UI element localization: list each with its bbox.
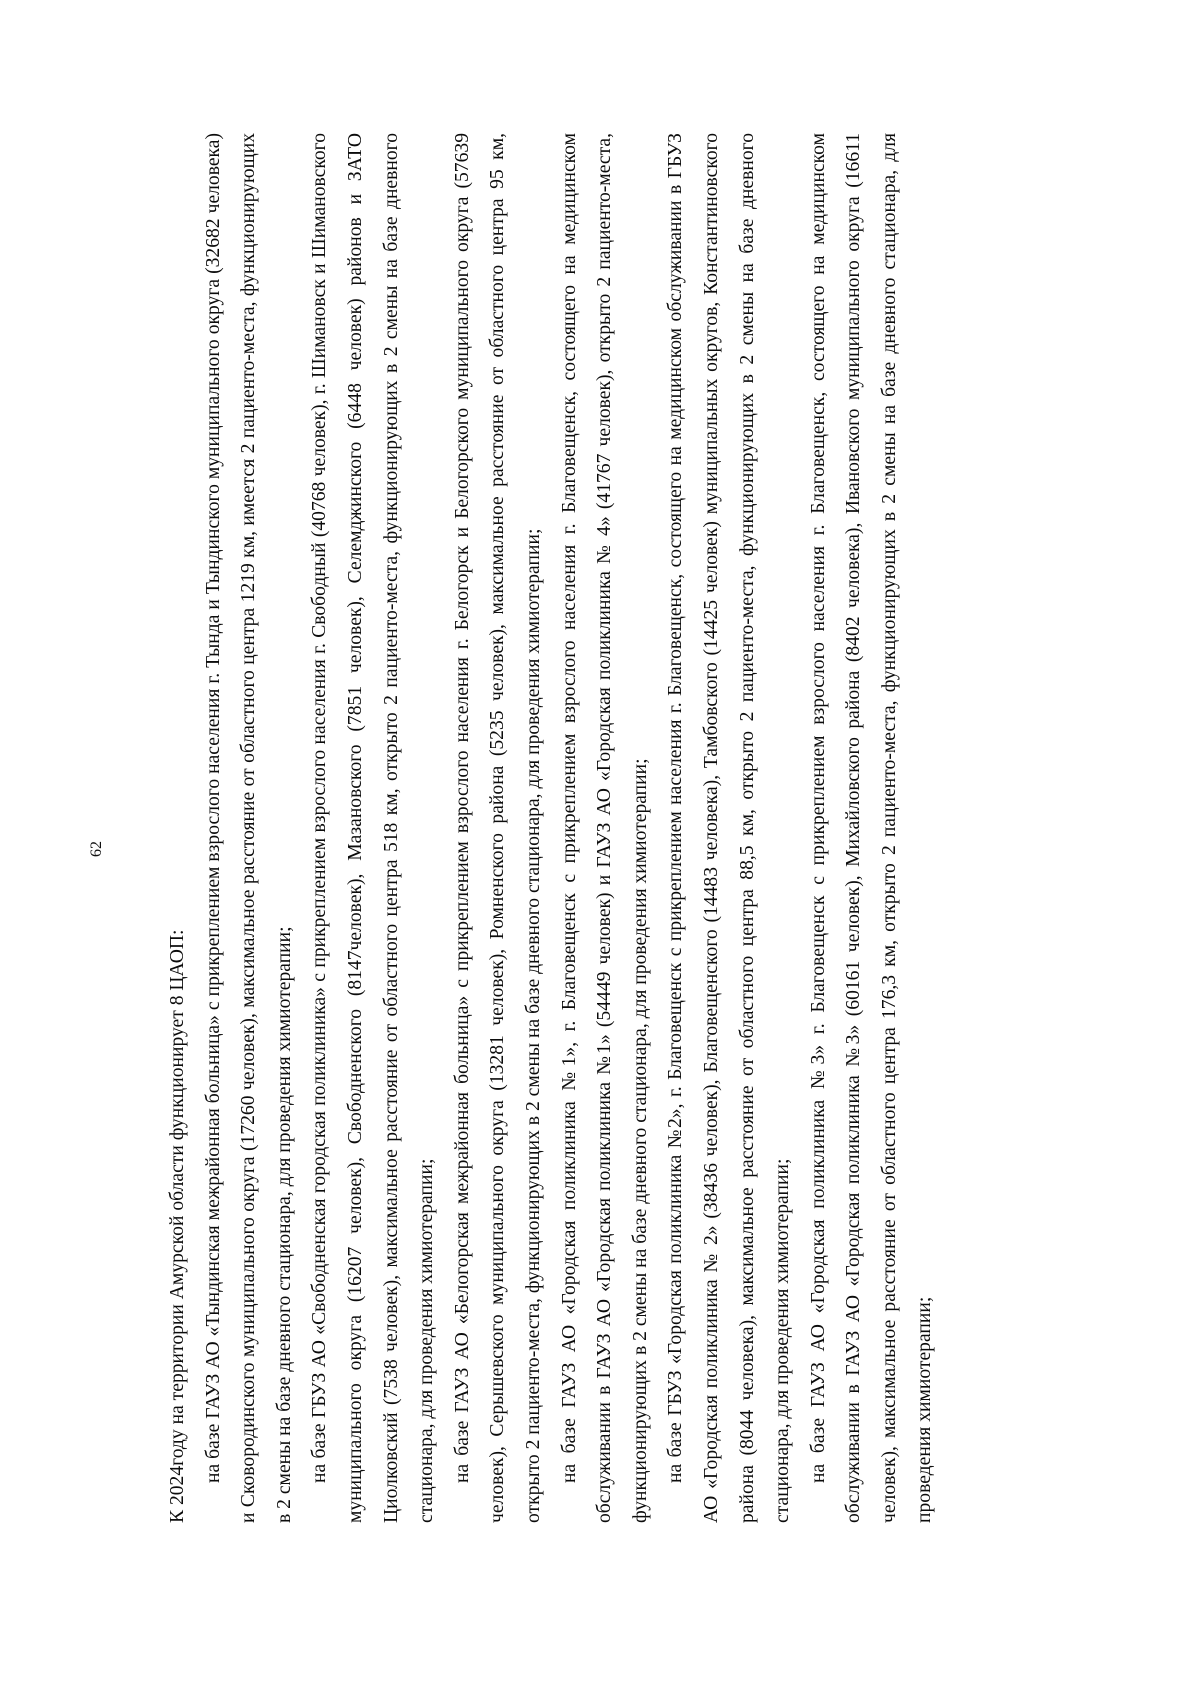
- paragraph-svobodny: на базе ГБУЗ АО «Свободненская городская поликлиника» с прикреплением взрослого населения г. Свободный (40768 человек), г. Шимановск и Шимановского муниципального округа (16207 человек), Свободненского (8147человек), Мазановского (7851 человек), Селемджинского (6448 человек) районов и ЗАТО Циолковский (7538 человек), максимальное расстояние от областного центра 518 км, открыто 2 пациенто-места, функционирующих в 2 смены на базе дневного стационара, для проведения химиотерапии;: [309, 133, 438, 1523]
- paragraph-polyclinic-1: на базе ГАУЗ АО «Городская поликлиника №1», г. Благовещенск с прикреплением взрослого населения г. Благовещенск, состоящего на медицинском обслуживании в ГАУЗ АО «Городская поликлиника №1» (54449 человек) и ГАУЗ АО «Городская поликлиника № 4» (41767 человек), открыто 2 пациенто-места, функционирующих в 2 смены на базе дневного стационара, для проведения химиотерапии;: [558, 133, 651, 1523]
- intro-paragraph: К 2024году на территории Амурской области функционирует 8 ЦАОП:: [167, 929, 188, 1523]
- paragraph-polyclinic-2: на базе ГБУЗ «Городская поликлиника №2», г. Благовещенск с прикреплением населения г. Благовещенск, состоящего на медицинском обслуживании в ГБУЗ АО «Городская поликлиника № 2» (38436 человек), Благовещенского (14483 человека), Тамбовского (14425 человек) муниципальных округов, Константиновского района (8044 человека), максимальное расстояние от областного центра 88,5 км, открыто 2 пациенто-места, функционирующих в 2 смены на базе дневного стационара, для проведения химиотерапии;: [665, 133, 794, 1523]
- paragraph-polyclinic-3: на базе ГАУЗ АО «Городская поликлиника №3» г. Благовещенск с прикреплением взрослого населения г. Благовещенск, состоящего на медицинском обслуживании в ГАУЗ АО «Городская поликлиника №3» (60161 человек), Михайловского района (8402 человека), Ивановского муниципального округа (16611 человек), максимальное расстояние от областного центра 176,3 км, открыто 2 пациенто-места, функционирующих в 2 смены на базе дневного стационара, для проведения химиотерапии;: [807, 133, 936, 1523]
- paragraph-tynda: на базе ГАУЗ АО «Тындинская межрайонная больница» с прикреплением взрослого населения г. Тында и Тындинского муниципального округа (32682 человека) и Сковородинского муниципального округа (17260 человек), максимальное расстояние от областного центра 1219 км, имеется 2 пациенто-места, функционирующих в 2 смены на базе дневного стационара, для проведения химиотерапии;: [202, 133, 295, 1523]
- document-body: [160, 133, 985, 1523]
- page-number: 62: [88, 841, 105, 857]
- paragraph-belogorsk: на базе ГАУЗ АО «Белогорская межрайонная больница» с прикреплением взрослого населения г. Белогорск и Белогорского муниципального округа (57639 человек), Серышевского муниципального округа (13281 человек), Ромненского района (5235 человек), максимальное расстояние от областного центра 95 км, открыто 2 пациенто-места, функционирующих в 2 смены на базе дневного стационара, для проведения химиотерапии;: [451, 133, 544, 1523]
